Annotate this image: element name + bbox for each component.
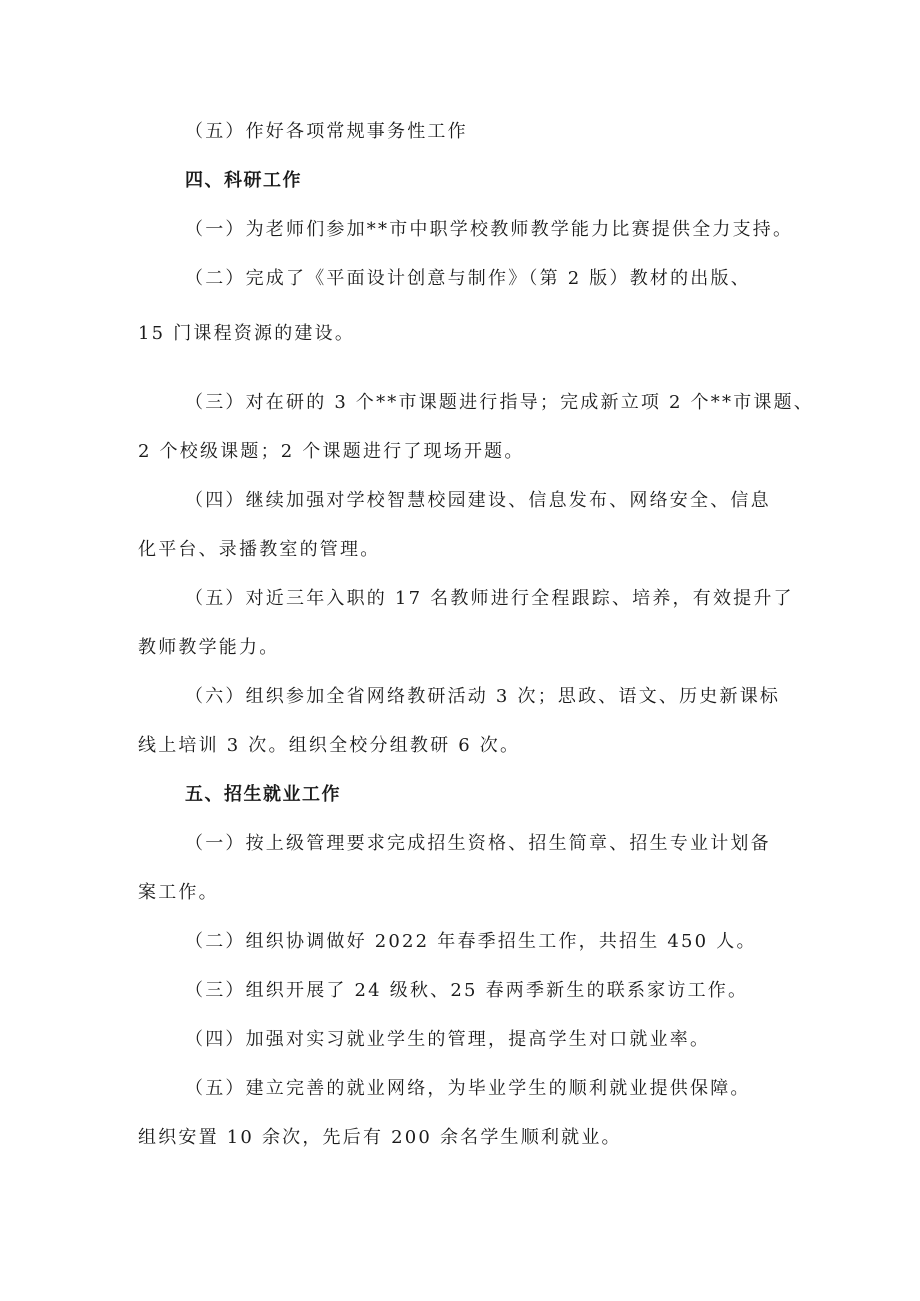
paragraph-line: （四）继续加强对学校智慧校园建设、信息发布、网络安全、信息 [185, 490, 771, 511]
paragraph-line: 2 个校级课题；2 个课题进行了现场开题。 [138, 441, 525, 462]
paragraph-line: （五）建立完善的就业网络，为毕业学生的顺利就业提供保障。 [185, 1078, 751, 1099]
paragraph-line: （一）按上级管理要求完成招生资格、招生简章、招生专业计划备 [185, 833, 771, 854]
paragraph-line: （四）加强对实习就业学生的管理，提高学生对口就业率。 [185, 1029, 711, 1050]
paragraph-line: 15 门课程资源的建设。 [138, 323, 356, 344]
paragraph-line: （二）组织协调做好 2022 年春季招生工作，共招生 450 人。 [185, 931, 757, 952]
paragraph-line: （三）对在研的 3 个**市课题进行指导；完成新立项 2 个**市课题、 [185, 392, 814, 413]
paragraph-line: （五）作好各项常规事务性工作 [185, 121, 468, 142]
paragraph-line: （六）组织参加全省网络教研活动 3 次；思政、语文、历史新课标 [185, 686, 781, 707]
paragraph-line: 化平台、录播教室的管理。 [138, 539, 381, 560]
paragraph-line: （五）对近三年入职的 17 名教师进行全程跟踪、培养，有效提升了 [185, 588, 794, 609]
paragraph-line: （三）组织开展了 24 级秋、25 春两季新生的联系家访工作。 [185, 980, 749, 1001]
paragraph-line: 组织安置 10 余次，先后有 200 余名学生顺利就业。 [138, 1127, 622, 1148]
paragraph-line: （二）完成了《平面设计创意与制作》（第 2 版）教材的出版、 [185, 268, 751, 289]
paragraph-line: 案工作。 [138, 882, 219, 903]
paragraph-line: 教师教学能力。 [138, 637, 280, 658]
section-heading: 五、招生就业工作 [185, 784, 341, 805]
section-heading: 四、科研工作 [185, 170, 302, 191]
paragraph-line: （一）为老师们参加**市中职学校教师教学能力比赛提供全力支持。 [185, 219, 794, 240]
paragraph-line: 线上培训 3 次。组织全校分组教研 6 次。 [138, 735, 521, 756]
